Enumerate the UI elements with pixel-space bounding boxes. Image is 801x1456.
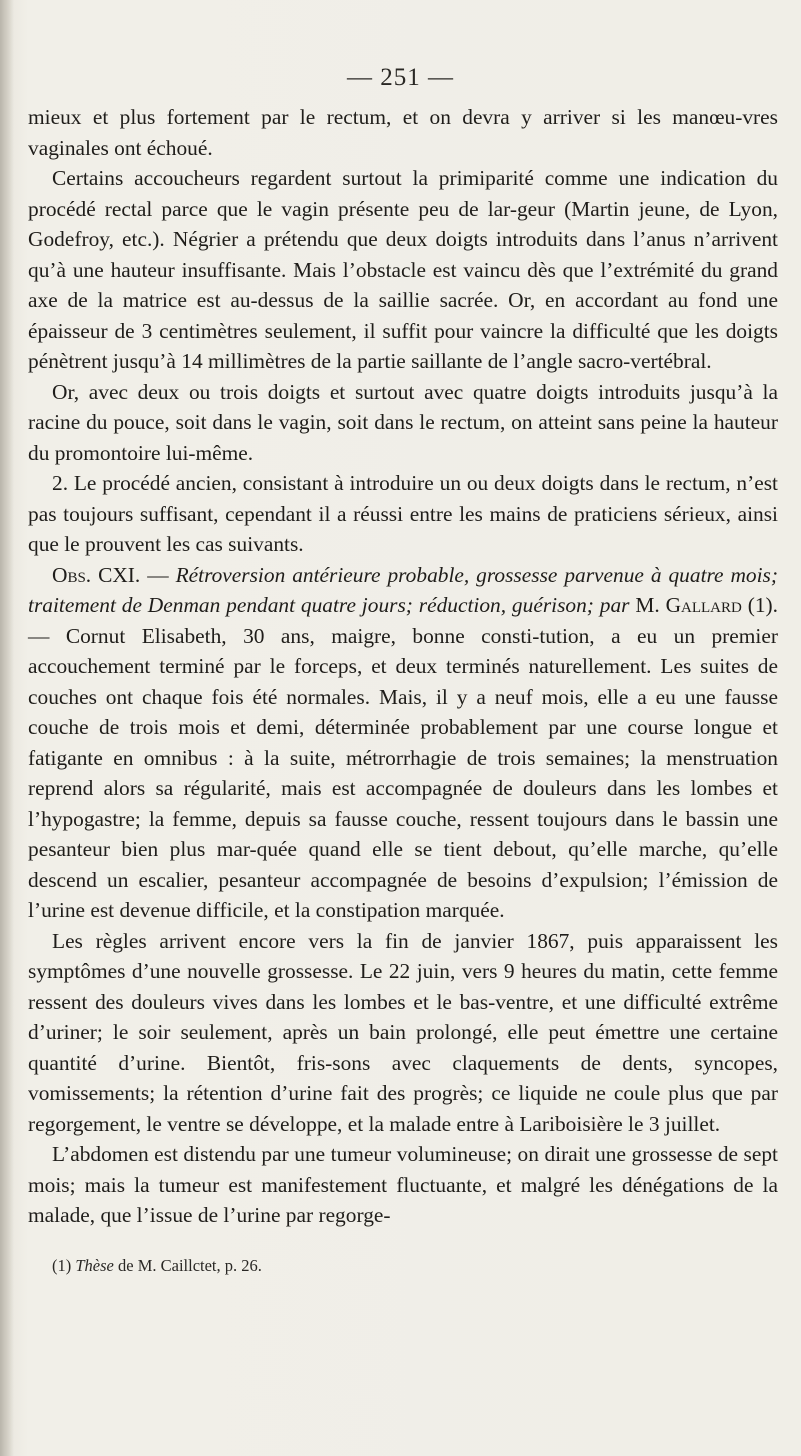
footnote-reference: (1). <box>741 593 778 617</box>
observation-paragraph <box>28 560 778 926</box>
observation-text: — Cornut Elisabeth, 30 ans, maigre, bonne consti-tution, a eu un premier accouchement terminé par le forceps, et deux terminés naturellement. Les suites de couches ont chaque fois été normales. Mais, il y a neuf mois, elle a eu une fausse couche de trois mois et demi, déterminée probablement par une course longue et fatigante en omnibus : à la suite, métrorrhagie de trois semaines; la menstruation reprend alors sa régularité, mais est accompagnée de douleurs dans les lombes et l’hypogastre; la femme, depuis sa fausse couche, ressent toujours dans le bassin une pesanteur bien plus mar-quée quand elle se tient debout, qu’elle marche, qu’elle descend un escalier, pesanteur accompagnée de besoins d’expulsion; l’émission de l’urine est devenue difficile, et la constipation marquée. <box>28 623 778 922</box>
paragraph-fingers: Or, avec deux ou trois doigts et surtout avec quatre doigts introduits jusqu’à la racine du pouce, soit dans le vagin, soit dans le rectum, on atteint sans peine la hauteur du promontoire lui-même. <box>28 379 778 465</box>
footnote-source: Thèse <box>75 1256 114 1275</box>
paragraph-old-procedure: 2. Le procédé ancien, consistant à introduire un ou deux doigts dans le rectum, n’est pas toujours suffisant, cependant il a réussi entre les mains de praticiens sérieux, ainsi que le prouvent les cas suivants. <box>28 471 778 556</box>
page-gutter-shadow <box>0 0 14 1456</box>
paragraph-abdomen: L’abdomen est distendu par une tumeur volumineuse; on dirait une grossesse de sept mois; mais la tumeur est manifestement fluctuante, et malgré les dénégations de la malade, que l’issue de l’urine par regorge- <box>28 1142 778 1227</box>
footnote-marker: (1) <box>52 1256 76 1275</box>
paragraph-new-pregnancy: Les règles arrivent encore vers la fin de janvier 1867, puis apparaissent les symptômes d’une nouvelle grossesse. Le 22 juin, vers 9 heures du matin, cette femme ressent des douleurs vives dans les lombes et le bas-ventre, et une difficulté extrême d’uriner; le soir seulement, après un bain prolongé, elle peut émettre une certaine quantité d’urine. Bientôt, fris-sons avec claquements de dents, syncopes, vomissements; la rétention d’urine fait des progrès; ce liquide ne coule plus que par regorgement, le ventre se développe, et la malade entre à Lariboisière le 3 juillet. <box>28 928 778 1136</box>
footnote <box>52 1256 262 1276</box>
observation-title: Rétroversion antérieure probable, grossesse parvenue à quatre mois; traitement de Denman pendant quatre jours; réduction, guérison; par <box>28 562 779 617</box>
body-text <box>28 102 778 1231</box>
observation-dash: — <box>140 562 176 587</box>
observation-author-prefix: M. <box>629 593 666 617</box>
paragraph-primiparity: Certains accoucheurs regardent surtout la primiparité comme une indication du procédé rectal parce que le vagin présente peu de lar-geur (Martin jeune, de Lyon, Godefroy, etc.). Négrier a prétendu que deux doigts introduits dans l’anus n’arrivent qu’à une hauteur insuffisante. Mais l’obstacle est vaincu dès que l’extrémité du grand axe de la matrice est au-dessus de la saillie sacrée. Or, en accordant au fond une épaisseur de 3 centimètres seulement, il suffit pour vaincre la difficulté que les doigts pénètrent jusqu’à 14 millimètres de la partie saillante de l’angle sacro-vertébral. <box>28 166 778 373</box>
observation-author: Gallard <box>665 593 742 617</box>
paragraph-continuation: mieux et plus fortement par le rectum, et on devra y arriver si les manœu-vres vaginales ont échoué. <box>28 105 778 160</box>
page-number: — 251 — <box>347 64 454 91</box>
footnote-rest: de M. Caillctet, p. 26. <box>113 1256 262 1275</box>
observation-label: Obs. CXI. <box>52 562 141 587</box>
